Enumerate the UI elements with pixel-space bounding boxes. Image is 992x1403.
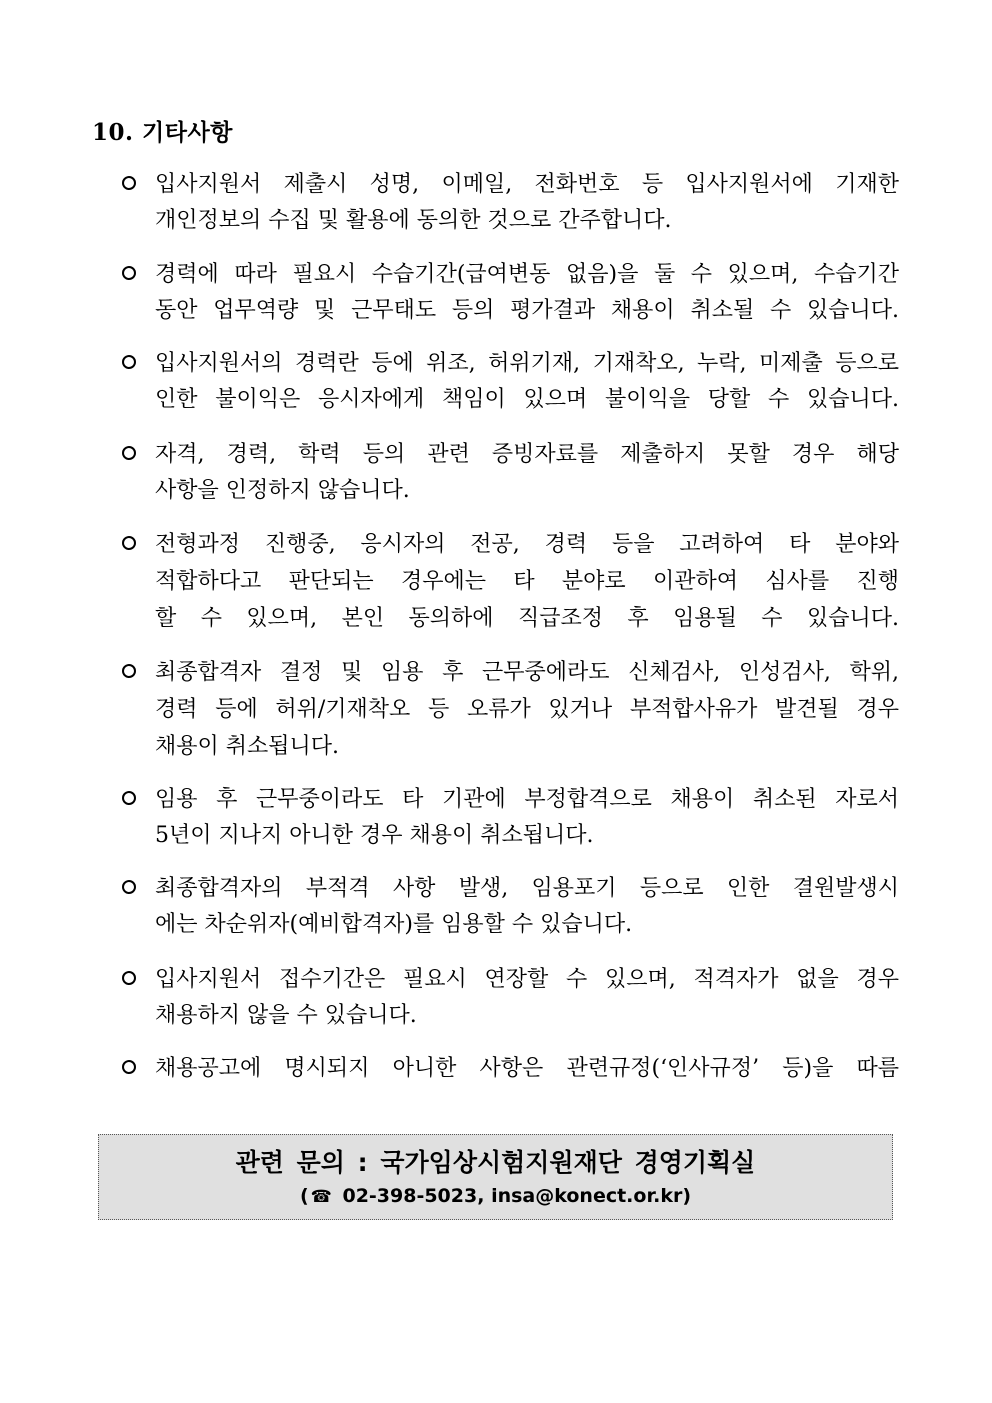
contact-email[interactable]: insa@konect.or.kr xyxy=(491,1185,683,1207)
circle-bullet-icon xyxy=(122,536,136,550)
section-title: 10. 기타사항 xyxy=(92,119,233,146)
item-line: 입사지원서 접수기간은 필요시 연장할 수 있으며, 적격자가 없을 경우 xyxy=(155,967,899,992)
circle-bullet-icon xyxy=(122,176,136,190)
item-line: 채용이 취소됩니다. xyxy=(155,734,340,759)
item-line: 최종합격자 결정 및 임용 후 근무중에라도 신체검사, 인성검사, 학위, xyxy=(155,660,899,685)
item-line: 자격, 경력, 학력 등의 관련 증빙자료를 제출하지 못할 경우 해당 xyxy=(155,442,899,467)
item-line: 전형과정 진행중, 응시자의 전공, 경력 등을 고려하여 타 분야와 xyxy=(155,532,899,557)
circle-bullet-icon xyxy=(122,664,136,678)
contact-detail xyxy=(99,1185,892,1207)
circle-bullet-icon xyxy=(122,791,136,805)
item-line: 채용공고에 명시되지 아니한 사항은 관련규정(‘인사규정’ 등)을 따름 xyxy=(155,1056,899,1081)
open-paren: ( xyxy=(299,1185,309,1207)
item-line: 할 수 있으며, 본인 동의하에 직급조정 후 임용될 수 있습니다. xyxy=(155,606,899,631)
item-line: 5년이 지나지 아니한 경우 채용이 취소됩니다. xyxy=(155,823,594,848)
close-paren: ) xyxy=(682,1185,692,1207)
item-line: 최종합격자의 부적격 사항 발생, 임용포기 등으로 인한 결원발생시 xyxy=(155,876,899,901)
item-line: 개인정보의 수집 및 활용에 동의한 것으로 간주합니다. xyxy=(155,208,672,233)
contact-title: 관련 문의 : 국가임상시험지원재단 경영기획실 xyxy=(235,1148,756,1177)
item-line: 인한 불이익은 응시자에게 책임이 있으며 불이익을 당할 수 있습니다. xyxy=(155,387,899,412)
item-line: 동안 업무역량 및 근무태도 등의 평가결과 채용이 취소될 수 있습니다. xyxy=(155,298,899,323)
circle-bullet-icon xyxy=(122,1060,136,1074)
circle-bullet-icon xyxy=(122,355,136,369)
item-line: 사항을 인정하지 않습니다. xyxy=(155,478,410,503)
item-line: 입사지원서의 경력란 등에 위조, 허위기재, 기재착오, 누락, 미제출 등으로 xyxy=(155,351,899,376)
item-line: 임용 후 근무중이라도 타 기관에 부정합격으로 채용이 취소된 자로서 xyxy=(155,787,899,812)
circle-bullet-icon xyxy=(122,880,136,894)
item-line: 입사지원서 제출시 성명, 이메일, 전화번호 등 입사지원서에 기재한 xyxy=(155,172,899,197)
item-line: 적합하다고 판단되는 경우에는 타 분야로 이관하여 심사를 진행 xyxy=(155,569,899,594)
item-line: 에는 차순위자(예비합격자)를 임용할 수 있습니다. xyxy=(155,912,633,937)
item-line: 경력에 따라 필요시 수습기간(급여변동 없음)을 둘 수 있으며, 수습기간 xyxy=(155,262,899,287)
phone-icon: ☎ xyxy=(310,1187,332,1207)
contact-phone: 02-398-5023, xyxy=(342,1185,485,1207)
item-line: 경력 등에 허위/기재착오 등 오류가 있거나 부적합사유가 발견될 경우 xyxy=(155,697,899,722)
circle-bullet-icon xyxy=(122,971,136,985)
item-line: 채용하지 않을 수 있습니다. xyxy=(155,1003,417,1028)
contact-box xyxy=(98,1134,893,1220)
circle-bullet-icon xyxy=(122,446,136,460)
circle-bullet-icon xyxy=(122,266,136,280)
